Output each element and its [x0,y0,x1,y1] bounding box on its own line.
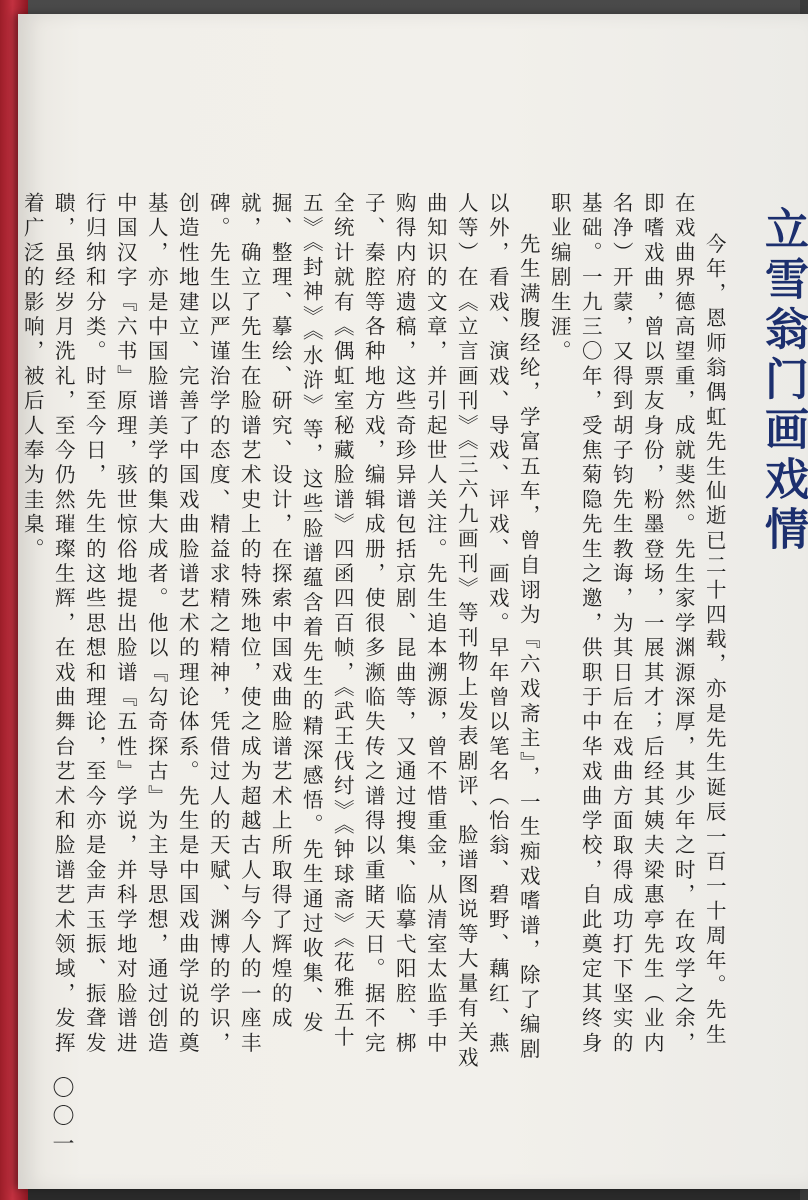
page-number: 〇〇一 [49,1076,74,1160]
article-title: 立雪翁门画戏情 [757,206,808,556]
paragraph-2: 先生满腹经纶，学富五车，曾自诩为『六戏斋主』，一生痴戏嗜谱，除了编剧以外，看戏、演戏、导戏、评戏、画戏。早年曾以笔名（怡翁、碧野、藕红、燕人等）在《立言画刊》《三六九画刊》等刊物上发表剧评、脸谱图说等大量有关戏曲知识的文章，并引起世人关注。先生追本溯源，曾不惜重金，从清室太监手中购得内府遗稿，这些奇珍异谱包括京剧、昆曲等，又通过搜集、临摹弋阳腔、梆子、秦腔等各种地方戏，编辑成册，使很多濒临失传之谱得以重睹天日。据不完全统计就有《偶虹室秘藏脸谱》四函四百帧，《武王伐纣》《钟球斋》《花雅五十五》《封神》《水浒》等，这些脸谱蕴含着先生的精深感悟。先生通过收集、发掘、整理、摹绘、研究、设计，在探索中国戏曲脸谱艺术上所取得了辉煌的成就，确立了先生在脸谱艺术史上的特殊地位，使之成为超越古人与今人的一座丰碑。先生以严谨治学的态度、精益求精之精神，凭借过人的天赋、渊博的学识，创造性地建立、完善了中国戏曲脸谱艺术的理论体系。先生是中国戏曲学说的奠基人，亦是中国脸谱美学的集大成者。他以『勾奇探古』为主导思想，通过创造中国汉字『六书』原理，骇世惊俗地提出脸谱『五性』学说，并科学地对脸谱进行归纳和分类。时至今日，先生的这些思想和理论，至今亦是金声玉振、振聋发聩，虽经岁月洗礼，至今仍然璀璨生辉，在戏曲舞台艺术和脸谱艺术领域，发挥着广泛的影响，被后人奉为圭臬。 [20,192,541,1071]
paragraph-1: 今年，恩师翁偶虹先生仙逝已二十四载，亦是先生诞辰一百一十周年。先生在戏曲界德高望重，成就斐然。先生家学渊源深厚，其少年之时，在攻学之余，即嗜戏曲，曾以票友身份，粉墨登场，一展其才；后经其姨夫梁惠亭先生（业内名净）开蒙，又得到胡子钧先生教诲，为其日后在戏曲方面取得成功打下坚实的基础。一九三〇年，受焦菊隐先生之邀，供职于中华戏曲学校，自此奠定其终身职业编剧生涯。 [547,192,727,1057]
book-page [18,14,808,1189]
